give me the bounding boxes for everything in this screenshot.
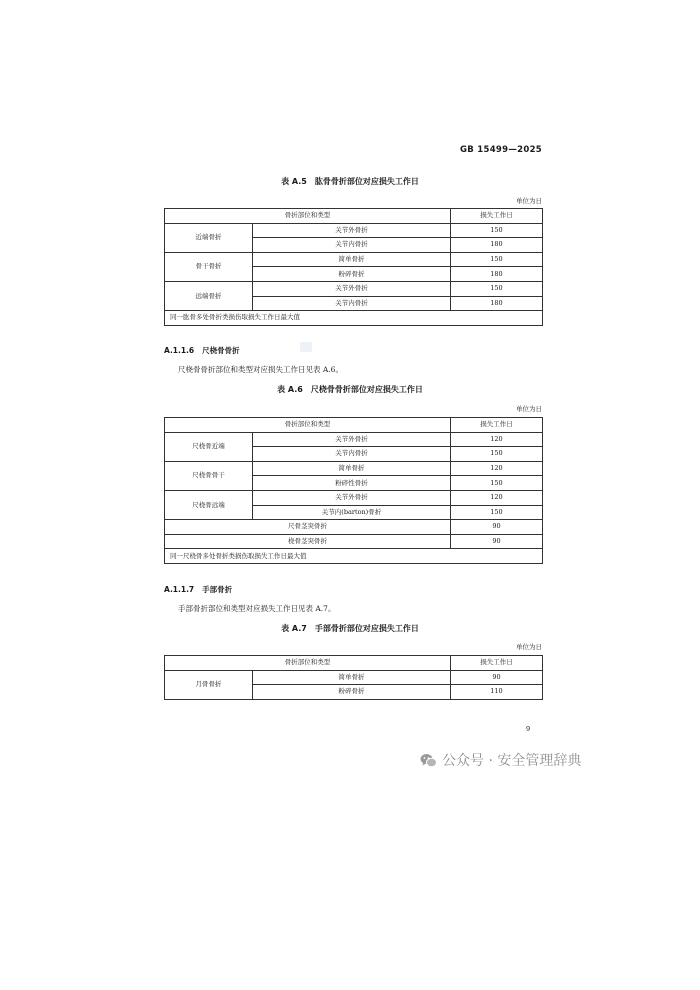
- type-cell: 关节内骨折: [253, 238, 451, 253]
- days-cell: 120: [451, 461, 543, 476]
- days-cell: 90: [451, 520, 543, 535]
- type-cell: 关节外骨折: [253, 432, 451, 447]
- section-heading-a116: [164, 345, 240, 356]
- table-note: 同一尺桡骨多处骨折类损伤取损失工作日最大值: [165, 549, 543, 564]
- site-cell: 尺桡骨骨干: [165, 461, 253, 490]
- header-site-type: 骨折部位和类型: [165, 656, 451, 671]
- days-cell: 180: [451, 267, 543, 282]
- table-a6-unit: 单位为日: [516, 405, 542, 413]
- table-a7-caption: 表 A.7 手部骨折部位对应损失工作日: [281, 624, 419, 633]
- table-row: [165, 670, 543, 685]
- days-cell: 90: [451, 534, 543, 549]
- table-row: [165, 223, 543, 238]
- days-cell: 90: [451, 670, 543, 685]
- days-cell: 120: [451, 490, 543, 505]
- table-row: [165, 432, 543, 447]
- standard-number: GB 15499—2025: [459, 145, 542, 155]
- site-cell: 月骨骨折: [165, 670, 253, 699]
- site-cell: 远端骨折: [165, 281, 253, 310]
- days-cell: 180: [451, 296, 543, 311]
- days-cell: 110: [451, 685, 543, 700]
- table-a5: [164, 208, 543, 326]
- section-title: 手部骨折: [202, 585, 233, 594]
- type-cell: 简单骨折: [253, 252, 451, 267]
- type-cell: 关节内骨折: [253, 296, 451, 311]
- type-cell: 粉碎骨折: [253, 267, 451, 282]
- type-cell: 桡骨茎突骨折: [165, 534, 451, 549]
- header-lost-days: 损失工作日: [451, 418, 543, 433]
- table-header-row: [165, 656, 543, 671]
- days-cell: 180: [451, 238, 543, 253]
- table-a6: [164, 417, 543, 564]
- type-cell: 尺骨茎突骨折: [165, 520, 451, 535]
- days-cell: 150: [451, 223, 543, 238]
- days-cell: 150: [451, 447, 543, 462]
- header-site-type: 骨折部位和类型: [165, 418, 451, 433]
- table-header-row: [165, 418, 543, 433]
- table-row: [165, 461, 543, 476]
- wechat-icon: [420, 753, 437, 768]
- site-cell: 近端骨折: [165, 223, 253, 252]
- watermark-text: 公众号 · 安全管理辞典: [442, 753, 582, 769]
- section-paragraph: 尺桡骨骨折部位和类型对应损失工作日见表 A.6。: [178, 365, 343, 374]
- table-row: [165, 520, 543, 535]
- type-cell: 关节外骨折: [253, 490, 451, 505]
- header-site-type: 骨折部位和类型: [165, 209, 451, 224]
- type-cell: 关节内(barton)骨折: [253, 505, 451, 520]
- table-a7: [164, 655, 543, 700]
- type-cell: 简单骨折: [253, 670, 451, 685]
- days-cell: 150: [451, 281, 543, 296]
- days-cell: 120: [451, 432, 543, 447]
- days-cell: 150: [451, 252, 543, 267]
- type-cell: 简单骨折: [253, 461, 451, 476]
- type-cell: 粉碎性骨折: [253, 476, 451, 491]
- header-lost-days: 损失工作日: [451, 209, 543, 224]
- page-number: 9: [526, 725, 531, 733]
- site-cell: 骨干骨折: [165, 252, 253, 281]
- section-number: A.1.1.6: [164, 346, 195, 355]
- table-note-row: [165, 549, 543, 564]
- section-paragraph: 手部骨折部位和类型对应损失工作日见表 A.7。: [178, 604, 336, 613]
- days-cell: 150: [451, 505, 543, 520]
- section-title: 尺桡骨骨折: [202, 346, 240, 355]
- table-a7-unit: 单位为日: [516, 643, 542, 651]
- type-cell: 粉碎骨折: [253, 685, 451, 700]
- table-row: [165, 252, 543, 267]
- table-note: 同一肱骨多处骨折类损伤取损失工作日最大值: [165, 311, 543, 326]
- section-heading-a117: [164, 584, 232, 595]
- site-cell: 尺桡骨远端: [165, 490, 253, 519]
- type-cell: 关节内骨折: [253, 447, 451, 462]
- table-row: [165, 534, 543, 549]
- table-row: [165, 281, 543, 296]
- section-number: A.1.1.7: [164, 585, 195, 594]
- header-lost-days: 损失工作日: [451, 656, 543, 671]
- table-a6-caption: 表 A.6 尺桡骨骨折部位对应损失工作日: [277, 385, 423, 394]
- type-cell: 关节外骨折: [253, 223, 451, 238]
- days-cell: 150: [451, 476, 543, 491]
- table-a5-caption: 表 A.5 肱骨骨折部位对应损失工作日: [281, 177, 419, 186]
- type-cell: 关节外骨折: [253, 281, 451, 296]
- table-a5-unit: 单位为日: [516, 197, 542, 205]
- scan-artifact: [300, 342, 312, 352]
- table-note-row: [165, 311, 543, 326]
- table-header-row: [165, 209, 543, 224]
- table-row: [165, 490, 543, 505]
- watermark: [420, 750, 581, 770]
- site-cell: 尺桡骨近端: [165, 432, 253, 461]
